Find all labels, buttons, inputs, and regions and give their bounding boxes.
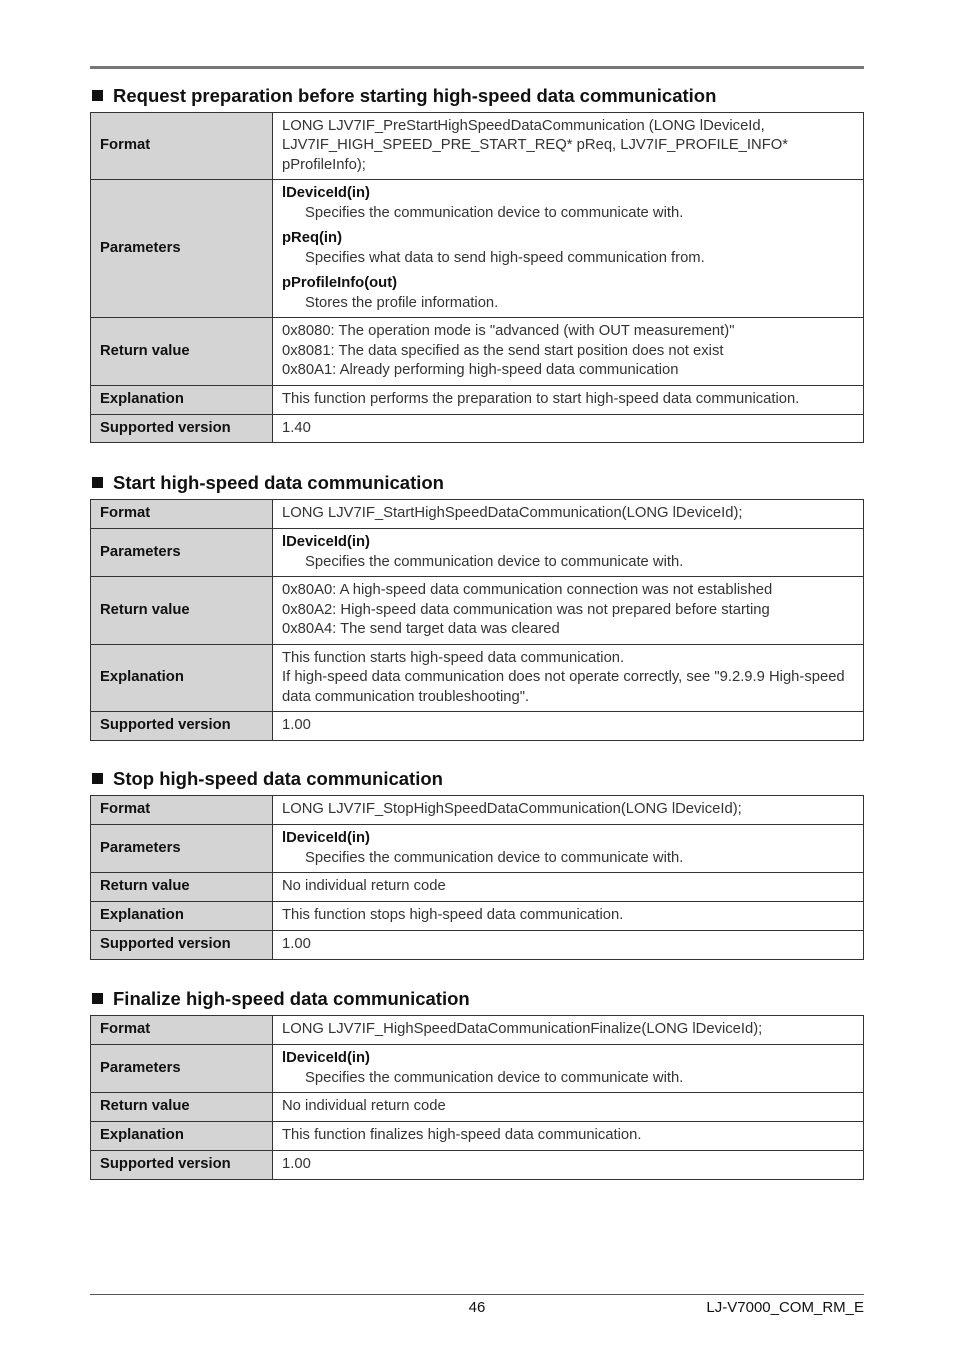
footer-rule: [90, 1294, 864, 1295]
section-finalize: [90, 987, 864, 1180]
explanation-line: This function starts high-speed data communication.: [282, 649, 625, 666]
return-value-label: Return value: [91, 873, 273, 902]
return-line: 0x80A4: The send target data was cleared: [282, 621, 560, 638]
parameters-label: Parameters: [91, 180, 273, 318]
explanation-row: [91, 386, 864, 415]
return-value-row: [91, 577, 864, 645]
spec-table: [90, 499, 864, 741]
supported-version-row: [91, 415, 864, 443]
param-desc: Stores the profile information.: [305, 294, 499, 311]
explanation-row: [91, 902, 864, 931]
format-value: LONG LJV7IF_StopHighSpeedDataCommunication(LONG lDeviceId);: [273, 796, 864, 825]
explanation-value: [273, 902, 864, 931]
parameters-label: Parameters: [91, 529, 273, 577]
return-value-row: [91, 873, 864, 902]
format-row: [91, 796, 864, 825]
param-name: pReq(in): [282, 230, 342, 246]
return-line: 0x80A2: High-speed data communication was not prepared before starting: [282, 601, 770, 618]
parameters-value: [273, 180, 864, 318]
parameters-row: [91, 825, 864, 873]
page-number: 46: [468, 1299, 486, 1316]
parameters-row: [91, 1045, 864, 1093]
supported-version-value: 1.00: [273, 931, 864, 960]
section-title: Start high-speed data communication: [92, 471, 864, 495]
parameters-value: [273, 1045, 864, 1093]
supported-version-value: 1.00: [273, 1151, 864, 1180]
return-value-value: [273, 318, 864, 386]
return-value-label: Return value: [91, 318, 273, 386]
explanation-row: [91, 1122, 864, 1151]
section-title: Stop high-speed data communication: [92, 767, 864, 791]
spec-table: [90, 795, 864, 960]
return-line: 0x80A1: Already performing high-speed data communication: [282, 362, 679, 379]
explanation-line: This function finalizes high-speed data communication.: [282, 1127, 642, 1144]
explanation-line: This function stops high-speed data communication.: [282, 907, 624, 924]
explanation-value: [273, 645, 864, 712]
explanation-value: [273, 386, 864, 415]
supported-version-value: 1.00: [273, 712, 864, 741]
format-value: LONG LJV7IF_PreStartHighSpeedDataCommunication (LONG lDeviceId, LJV7IF_HIGH_SPEED_PRE_START_REQ* pReq, LJV7IF_PROFILE_INFO* pProfileInfo);: [273, 113, 864, 180]
spec-table: [90, 1015, 864, 1180]
return-value-row: [91, 1093, 864, 1122]
param-name: lDeviceId(in): [282, 185, 370, 201]
return-line: 0x8081: The data specified as the send start position does not exist: [282, 342, 724, 359]
param-desc: Specifies the communication device to communicate with.: [305, 849, 684, 866]
supported-version-row: [91, 931, 864, 960]
param-name: lDeviceId(in): [282, 534, 370, 550]
format-label: Format: [91, 796, 273, 825]
explanation-line: If high-speed data communication does not operate correctly, see "9.2.9.9 High-speed data communication troubleshooting".: [282, 669, 845, 705]
supported-version-row: [91, 1151, 864, 1180]
supported-version-label: Supported version: [91, 1151, 273, 1180]
return-value-row: [91, 318, 864, 386]
explanation-label: Explanation: [91, 902, 273, 931]
param-desc: Specifies the communication device to communicate with.: [305, 553, 684, 570]
explanation-line: This function performs the preparation to start high-speed data communication.: [282, 391, 800, 408]
param-name: pProfileInfo(out): [282, 275, 398, 291]
supported-version-row: [91, 712, 864, 741]
parameters-row: [91, 529, 864, 577]
return-value-value: [273, 577, 864, 645]
explanation-label: Explanation: [91, 645, 273, 712]
section-pre-start: [90, 84, 864, 443]
section-title: Finalize high-speed data communication: [92, 987, 864, 1011]
section-start: [90, 471, 864, 741]
format-row: [91, 113, 864, 180]
section-title: Request preparation before starting high-speed data communication: [92, 84, 864, 108]
parameters-value: [273, 529, 864, 577]
supported-version-label: Supported version: [91, 415, 273, 443]
param-name: lDeviceId(in): [282, 830, 370, 846]
explanation-row: [91, 645, 864, 712]
parameters-row: [91, 180, 864, 318]
square-bullet-icon: [92, 773, 103, 784]
return-line: 0x8080: The operation mode is "advanced (with OUT measurement)": [282, 323, 735, 340]
format-value: LONG LJV7IF_StartHighSpeedDataCommunication(LONG lDeviceId);: [273, 500, 864, 529]
supported-version-label: Supported version: [91, 712, 273, 741]
return-line: No individual return code: [282, 1098, 446, 1115]
top-rule: [90, 66, 864, 69]
param-desc: Specifies the communication device to communicate with.: [305, 1069, 684, 1086]
supported-version-label: Supported version: [91, 931, 273, 960]
explanation-label: Explanation: [91, 386, 273, 415]
return-value-label: Return value: [91, 577, 273, 645]
format-label: Format: [91, 500, 273, 529]
return-line: No individual return code: [282, 878, 446, 895]
return-value-value: [273, 873, 864, 902]
spec-table: [90, 112, 864, 443]
format-label: Format: [91, 1016, 273, 1045]
document-id: LJ-V7000_COM_RM_E: [706, 1299, 864, 1316]
return-value-value: [273, 1093, 864, 1122]
section-stop: [90, 767, 864, 960]
param-name: lDeviceId(in): [282, 1050, 370, 1066]
param-desc: Specifies the communication device to communicate with.: [305, 204, 684, 221]
return-line: 0x80A0: A high-speed data communication connection was not established: [282, 582, 773, 599]
format-row: [91, 1016, 864, 1045]
format-label: Format: [91, 113, 273, 180]
supported-version-value: 1.40: [273, 415, 864, 443]
parameters-value: [273, 825, 864, 873]
parameters-label: Parameters: [91, 1045, 273, 1093]
square-bullet-icon: [92, 90, 103, 101]
format-value: LONG LJV7IF_HighSpeedDataCommunicationFinalize(LONG lDeviceId);: [273, 1016, 864, 1045]
square-bullet-icon: [92, 477, 103, 488]
return-value-label: Return value: [91, 1093, 273, 1122]
param-desc: Specifies what data to send high-speed communication from.: [305, 249, 705, 266]
format-row: [91, 500, 864, 529]
explanation-label: Explanation: [91, 1122, 273, 1151]
parameters-label: Parameters: [91, 825, 273, 873]
explanation-value: [273, 1122, 864, 1151]
square-bullet-icon: [92, 993, 103, 1004]
